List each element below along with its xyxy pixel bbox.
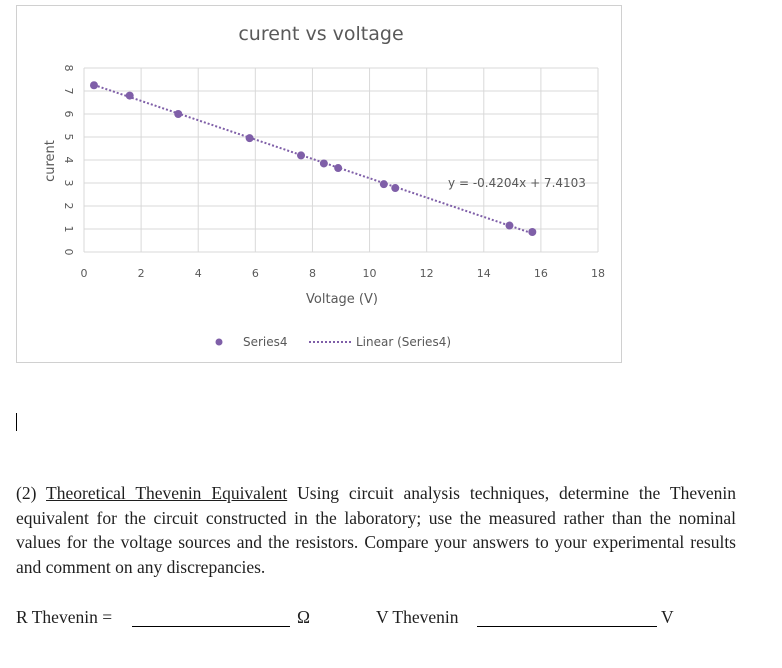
y-tick-2: 2 bbox=[62, 202, 75, 210]
data-point-0-1 bbox=[126, 92, 134, 100]
data-point-0-8 bbox=[391, 184, 399, 192]
legend-label-series4: Series4 bbox=[243, 335, 288, 349]
trendline bbox=[94, 85, 532, 233]
section-body: Using circuit analysis techniques, determine the Thevenin equivalent for the circuit constructed in the laboratory; use the measured rather than the nominal values for the voltage sources and the resistors. Compare your answers to your experimental results and comment on any discrepancies. bbox=[16, 483, 737, 577]
x-tick-0: 0 bbox=[80, 267, 88, 280]
y-tick-1: 1 bbox=[62, 225, 75, 233]
y-tick-0: 0 bbox=[62, 248, 75, 256]
chart-frame bbox=[16, 5, 622, 363]
text-cursor bbox=[16, 413, 17, 431]
x-tick-18: 18 bbox=[591, 267, 605, 280]
r-thevenin-unit: Ω bbox=[297, 607, 311, 627]
y-tick-4: 4 bbox=[62, 156, 75, 164]
section-heading: Theoretical Thevenin Equivalent bbox=[46, 483, 288, 503]
data-point-0-5 bbox=[320, 159, 328, 167]
x-axis-label: Voltage (V) bbox=[306, 292, 378, 307]
data-point-0-9 bbox=[505, 222, 513, 230]
x-tick-labels bbox=[81, 267, 606, 280]
y-tick-3: 3 bbox=[62, 179, 75, 187]
x-tick-4: 4 bbox=[194, 267, 202, 280]
legend bbox=[216, 335, 452, 349]
y-axis-label: curent bbox=[43, 140, 58, 182]
x-tick-2: 2 bbox=[137, 267, 145, 280]
r-thevenin-blank[interactable] bbox=[132, 626, 290, 627]
legend-label-trendline: Linear (Series4) bbox=[356, 335, 452, 349]
y-tick-7: 7 bbox=[62, 87, 75, 95]
chart-title: curent vs voltage bbox=[238, 23, 404, 45]
y-tick-6: 6 bbox=[62, 110, 75, 118]
x-tick-16: 16 bbox=[533, 267, 548, 280]
x-tick-12: 12 bbox=[419, 267, 434, 280]
x-tick-14: 14 bbox=[476, 267, 491, 280]
data-point-0-4 bbox=[297, 151, 305, 159]
data-point-0-0 bbox=[90, 81, 98, 89]
data-point-0-6 bbox=[334, 164, 342, 172]
v-thevenin-label: V Thevenin bbox=[376, 607, 459, 627]
section-number: (2) bbox=[16, 483, 37, 503]
legend-marker-series4 bbox=[216, 339, 223, 346]
x-tick-8: 8 bbox=[308, 267, 316, 280]
question-paragraph bbox=[16, 481, 736, 579]
data-point-0-2 bbox=[174, 110, 182, 118]
grid-lines bbox=[84, 68, 598, 252]
chart-svg bbox=[17, 6, 621, 362]
y-tick-labels bbox=[62, 65, 75, 256]
v-thevenin-blank[interactable] bbox=[477, 626, 657, 627]
trendline-equation: y = -0.4204x + 7.4103 bbox=[448, 176, 586, 190]
data-point-0-7 bbox=[380, 180, 388, 188]
x-tick-10: 10 bbox=[362, 267, 377, 280]
r-thevenin-label: R Thevenin = bbox=[16, 607, 113, 627]
y-tick-8: 8 bbox=[62, 64, 75, 72]
x-tick-6: 6 bbox=[251, 267, 259, 280]
data-point-0-3 bbox=[246, 134, 254, 142]
y-tick-5: 5 bbox=[62, 133, 75, 141]
trendline-group bbox=[94, 85, 532, 233]
data-point-0-10 bbox=[528, 228, 536, 236]
answer-line bbox=[16, 605, 756, 631]
v-thevenin-unit: V bbox=[661, 607, 674, 627]
